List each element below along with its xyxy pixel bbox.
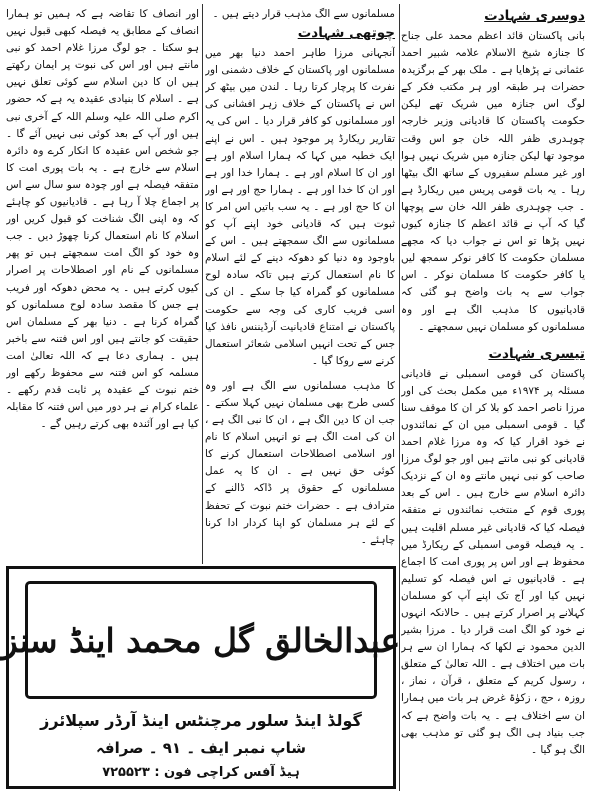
article-paragraph: بانی پاکستان قائد اعظم محمد علی جناح کا جنازہ شیخ الاسلام علامہ شبیر احمد عثمانی نے پڑھایا ہے ۔ ملک بھر کے برگزیدہ حضرات ہر طبقہ اور ہر مکتب فکر کے لوگ اس جنازہ میں شریک تھے لیکن حکومت پاکستان کا قادیانی وزیر خارجہ چوہدری ظفر اللہ خان جو اس وقت موجود تھا لیکن جنازہ میں شریک نہیں ہوا اور غیر مسلم سفیروں کے ساتھ الگ بیٹھا رہا ۔ یہ بات قومی پریس میں ریکارڈ ہے ۔ جب چوہدری ظفر اللہ خان سے پوچھا گیا کہ آپ نے قائد اعظم کا جنازہ کیوں نہیں پڑھا تو اس نے جواب دیا کہ مجھے مسلمان حکومت کا کافر نوکر سمجھ لیں یا کافر حکومت کا مسلمان نوکر ۔ اس جواب سے یہ بات واضح ہو گئی کہ قادیانیوں کا مذہب الگ ہے اور وہ مسلمانوں کو مسلمان نہیں سمجھتے ۔ [401,30,585,333]
article-paragraph: مسلمانوں سے الگ مذہب قرار دیتے ہیں ۔ [212,8,395,20]
advertisement-phone: ہیڈ آفس کراچی فون : ۷۲۵۵۲۳ [102,765,300,780]
advertisement-business-name: عبدالخالق گل محمد اینڈ سنز [1,620,401,660]
section-heading: چوتھی شہادت [297,25,395,42]
advertisement-tagline: گولڈ اینڈ سلور مرچنٹس اینڈ آرڈر سپلائرز [40,711,362,730]
middle-column [205,6,395,566]
column-divider [202,4,203,564]
section-heading: تیسری شہادت [488,345,585,362]
section-heading: دوسری شہادت [484,8,585,24]
advertisement-address: شاپ نمبر ایف ۔ ۹۱ ۔ صرافہ [95,739,307,757]
article-paragraph: اور انصاف کا تقاضہ ہے کہ ہمیں تو ہمارا انصاف کے مطابق یہ فیصلہ کبھی قبول نہیں ہو سکتا ۔ جو لوگ مرزا غلام احمد کو نبی مانتے ہیں اور اس کی نبوت پر ایمان رکھتے ہیں ان کا دین اسلام سے کوئی تعلق نہیں ہے ۔ اسلام کا بنیادی عقیدہ یہ ہے کہ حضور اکرم صلی اللہ علیہ وسلم اللہ کے آخری نبی ہیں اور آپ کے بعد کوئی نبی نہیں آئے گا ۔ جو شخص اس عقیدہ کا انکار کرے وہ دائرہ اسلام سے خارج ہے ۔ یہ بات پوری امت کا متفقہ فیصلہ ہے اور چودہ سو سال سے اس پر اجماع چلا آ رہا ہے ۔ قادیانیوں کو چاہئے کہ وہ اپنی الگ شناخت کو قبول کریں اور اسلام کا نام استعمال کرنا چھوڑ دیں ۔ جب وہ خود کو الگ امت سمجھتے ہیں تو پھر مسلمانوں کے نام اور اصطلاحات پر اصرار کیوں کرتے ہیں ۔ یہ محض دھوکہ اور فریب ہے جس کا مقصد سادہ لوح مسلمانوں کو گمراہ کرنا ہے ۔ دنیا بھر کے مسلمان اس حقیقت کو جانتے ہیں اور اس فتنہ سے باخبر ہیں ۔ ہماری دعا ہے کہ اللہ تعالیٰ امت مسلمہ کو اس فتنہ سے محفوظ رکھے اور ختم نبوت کے عقیدہ پر ثابت قدم رکھے ۔ علماء کرام نے ہر دور میں اس فتنہ کا مقابلہ کیا ہے اور آئندہ بھی کرتے رہیں گے ۔ [6,8,199,431]
advertisement-name-frame [1,581,401,699]
left-column [6,6,199,566]
article-paragraph: آنجہانی مرزا طاہر احمد دنیا بھر میں مسلمانوں اور پاکستان کے خلاف دشمنی اور نفرت کا پرچار کرتا رہا ۔ لندن میں بیٹھ کر اس نے پاکستان کے خلاف زہر افشانی کی اور مسلمانوں کو کافر قرار دیا ۔ اس کی یہ تقاریر ریکارڈ پر موجود ہیں ۔ اس نے اپنے ایک خطبہ میں کہا کہ ہمارا اسلام اور ہے اور ان کا اسلام اور ہے ۔ ہمارا خدا اور ہے اور ان کا خدا اور ہے ۔ ہمارا حج اور ہے اور ان کا حج اور ہے ۔ یہ سب باتیں اس امر کا ثبوت ہیں کہ قادیانی خود اپنے آپ کو مسلمانوں سے الگ سمجھتے ہیں ۔ اس کے باوجود وہ دنیا کو دھوکہ دینے کے لئے اسلام کا نام استعمال کرتے ہیں تاکہ سادہ لوح مسلمانوں کو گمراہ کیا جا سکے ۔ ان کی اسی فریب کاری کی وجہ سے حکومت پاکستان نے امتناع قادیانیت آرڈیننس نافذ کیا جس کے تحت انہیں اسلامی شعائر استعمال کرنے سے روکا گیا ۔ [205,47,395,367]
column-divider [399,4,400,791]
article-paragraph: کا مذہب مسلمانوں سے الگ ہے اور وہ کسی طرح بھی مسلمان نہیں کہلا سکتے ۔ جب ان کا دین الگ ہے ، ان کا نبی الگ ہے ، ان کی امت الگ ہے تو انہیں اسلام کا نام اور اسلامی اصطلاحات استعمال کرنے کا کوئی حق نہیں ہے ۔ ان کا یہ عمل مسلمانوں کے حقوق پر ڈاکہ ڈالنے کے مترادف ہے ۔ حضرات ختم نبوت کے تحفظ کے لئے ہر مسلمان کو اپنا کردار ادا کرنا چاہئے ۔ [205,379,395,546]
right-column [401,6,585,783]
article-paragraph: پاکستان کی قومی اسمبلی نے قادیانی مسئلہ پر ۱۹۷۴ء میں مکمل بحث کی اور مرزا ناصر احمد کو بلا کر ان کا موقف سنا گیا ۔ قومی اسمبلی میں ان کے نمائندوں نے خود اقرار کیا کہ وہ مرزا غلام احمد قادیانی کو نبی مانتے ہیں اور جو لوگ مرزا صاحب کو نبی نہیں مانتے وہ ان کے نزدیک دائرہ اسلام سے خارج ہیں ۔ اس کے بعد پوری قوم کے منتخب نمائندوں نے متفقہ فیصلہ کیا کہ قادیانی غیر مسلم اقلیت ہیں ۔ یہ فیصلہ قومی اسمبلی کے ریکارڈ میں محفوظ ہے اور اس پر پوری امت کا اجماع ہے ۔ قادیانیوں نے اس فیصلہ کو تسلیم نہیں کیا اور آج تک اپنے آپ کو مسلمان کہلانے پر اصرار کرتے ہیں ۔ حالانکہ انہوں نے خود کو الگ امت قرار دیا ۔ مرزا بشیر الدین محمود نے لکھا کہ ہمارا ان سے ہر بات میں اختلاف ہے ۔ اللہ تعالیٰ کے متعلق ، رسول کریم کے متعلق ، قرآن ، نماز ، روزہ ، حج ، زکوٰۃ غرض ہر بات میں ہمارا ان سے اختلاف ہے ۔ یہ بات واضح ہے کہ جب بنیاد ہی الگ ہو گئی تو مذہب بھی الگ ہو گیا ۔ [401,367,585,756]
advertisement-box [1,566,401,789]
